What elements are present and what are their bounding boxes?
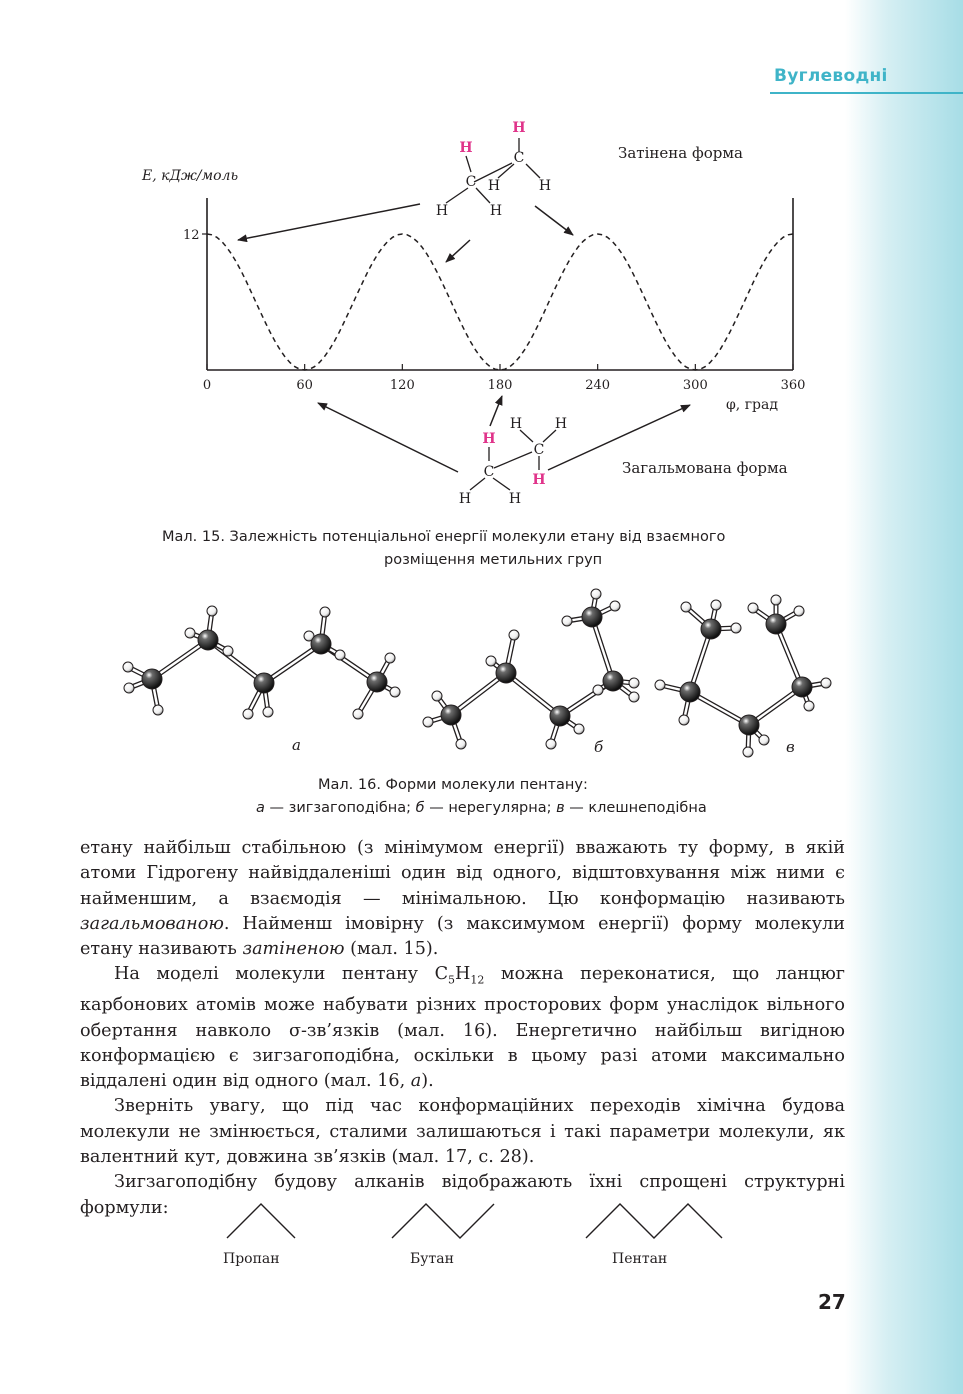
carbon-atom [367, 672, 387, 692]
atom-h: H [508, 491, 522, 507]
propane-label: Пропан [223, 1251, 280, 1267]
carbon-atom [550, 706, 570, 726]
hydrogen-atom [124, 683, 134, 693]
carbon-atom [792, 677, 812, 697]
hydrogen-atom [591, 589, 601, 599]
x-tick-label: 240 [585, 378, 611, 393]
x-axis-label: φ, град [726, 397, 778, 413]
hydrogen-atom [821, 678, 831, 688]
atom-h-pink: H [459, 140, 473, 156]
hydrogen-atom [804, 701, 814, 711]
atom-h: H [458, 491, 472, 507]
hydrogen-atom [423, 717, 433, 727]
paragraph: Зверніть увагу, що під час конформаційних переходів хімічна будова молекули не змінюється, сталими залишаються і такі параметри молекули, як валентний кут, довжина зв’язків (мал. 17, с. 28). [80, 1096, 845, 1168]
atom-h: H [538, 178, 552, 194]
figure16-caption-line2 [256, 800, 707, 816]
carbon-atom [441, 705, 461, 725]
hydrogen-atom [335, 650, 345, 660]
hydrogen-atom [743, 747, 753, 757]
caption-text: — зигзагоподібна; [264, 800, 416, 816]
caption-letter: а [256, 800, 265, 816]
carbon-atom [766, 614, 786, 634]
hydrogen-atom [243, 709, 253, 719]
atom-h: H [435, 203, 449, 219]
hydrogen-atom [320, 607, 330, 617]
hydrogen-atom [263, 707, 273, 717]
hydrogen-atom [759, 735, 769, 745]
atom-h: H [509, 416, 523, 432]
hydrogen-atom [574, 724, 584, 734]
x-tick-label: 60 [296, 378, 313, 393]
carbon-atom [739, 715, 759, 735]
carbon-atom [603, 671, 623, 691]
atom-c: C [483, 464, 495, 480]
hydrogen-atom [629, 678, 639, 688]
figure16-caption-line1: Мал. 16. Форми молекули пентану: [318, 777, 588, 793]
figure15-caption-line1: Мал. 15. Залежність потенціальної енергії молекули етану від взаємного [162, 529, 726, 545]
hydrogen-atom [794, 606, 804, 616]
hydrogen-atom [185, 628, 195, 638]
atom-c: C [533, 442, 545, 458]
atom-h-pink: H [532, 472, 546, 488]
model-label-b: б [594, 738, 604, 756]
x-tick-label: 360 [780, 378, 806, 393]
hydrogen-atom [456, 739, 466, 749]
paragraph: Зигзагоподібну будову алканів відображають їхні спрощені структурні формули: [80, 1172, 845, 1218]
hydrogen-atom [486, 656, 496, 666]
hydrogen-atom [546, 739, 556, 749]
atom-c: C [513, 150, 525, 166]
carbon-atom [142, 669, 162, 689]
hydrogen-atom [593, 685, 603, 695]
atom-h: H [489, 203, 503, 219]
x-tick-label: 180 [487, 378, 513, 393]
carbon-atom [254, 673, 274, 693]
caption-letter: б [415, 800, 425, 816]
y-tick-label: 12 [183, 228, 200, 243]
atom-h: H [487, 178, 501, 194]
hydrogen-atom [223, 646, 233, 656]
x-tick-label: 0 [202, 378, 212, 393]
page-number: 27 [818, 1290, 846, 1314]
pentane-irregular-model [423, 589, 639, 749]
atom-c: C [465, 174, 477, 190]
carbon-atom [680, 682, 700, 702]
eclipsed-label: Затінена форма [618, 144, 743, 162]
hydrogen-atom [432, 691, 442, 701]
carbon-atom [582, 607, 602, 627]
hydrogen-atom [562, 616, 572, 626]
hydrogen-atom [629, 692, 639, 702]
caption-letter: в [556, 800, 565, 816]
carbon-atom [701, 619, 721, 639]
hydrogen-atom [748, 603, 758, 613]
atom-h-pink: H [512, 120, 526, 136]
caption-text: — нерегулярна; [424, 800, 557, 816]
caption-text: — клешнеподібна [564, 800, 707, 816]
pentane-label: Пентан [612, 1251, 668, 1267]
hydrogen-atom [509, 630, 519, 640]
x-tick-label: 120 [389, 378, 415, 393]
carbon-atom [198, 630, 218, 650]
staggered-label: Загальмована форма [622, 459, 788, 477]
paragraph: етану найбільш стабільною (з мінімумом енергії) вважають ту форму, в якій атоми Гідрогену найвіддаленіші один від одного, відштовхування між ними є найменшим, а взаємодія — мінімальною. Цю конформацію називають загальмованою. Найменш імовірну (з максимумом енергії) форму молекули етану називають затіненою (мал. 15). [80, 838, 845, 960]
atom-h-pink: H [482, 431, 496, 447]
hydrogen-atom [385, 653, 395, 663]
hydrogen-atom [610, 601, 620, 611]
pentane-claw-model [655, 595, 831, 757]
x-tick-label: 300 [682, 378, 708, 393]
hydrogen-atom [711, 600, 721, 610]
hydrogen-atom [123, 662, 133, 672]
hydrogen-atom [655, 680, 665, 690]
hydrogen-atom [390, 687, 400, 697]
hydrogen-atom [679, 715, 689, 725]
carbon-atom [311, 634, 331, 654]
hydrogen-atom [731, 623, 741, 633]
hydrogen-atom [771, 595, 781, 605]
atom-h: H [554, 416, 568, 432]
y-axis-label: E, кДж/моль [142, 168, 239, 184]
pentane-zigzag-model [123, 606, 400, 719]
section-title: Вуглеводні [774, 66, 888, 86]
butane-label: Бутан [410, 1251, 454, 1267]
hydrogen-atom [153, 705, 163, 715]
paragraph: На моделі молекули пентану $C_5H_{12}$ можна переконатися, що ланцюг карбонових атомів може набувати різних просторових форм унаслідок вільного обертання навколо σ-зв’язків (мал. 16). Енергетично найбільш вигідною конформацією є зигзагоподібна, оскільки в цьому разі атоми максимально віддалені один від одного (мал. 16, а). [80, 964, 845, 1092]
carbon-atom [496, 663, 516, 683]
hydrogen-atom [207, 606, 217, 616]
hydrogen-atom [681, 602, 691, 612]
model-label-a: а [292, 736, 301, 754]
hydrogen-atom [353, 709, 363, 719]
model-label-c: в [786, 738, 795, 756]
figure15-caption-line2: розміщення метильних груп [384, 552, 603, 568]
body-text [80, 836, 845, 1221]
